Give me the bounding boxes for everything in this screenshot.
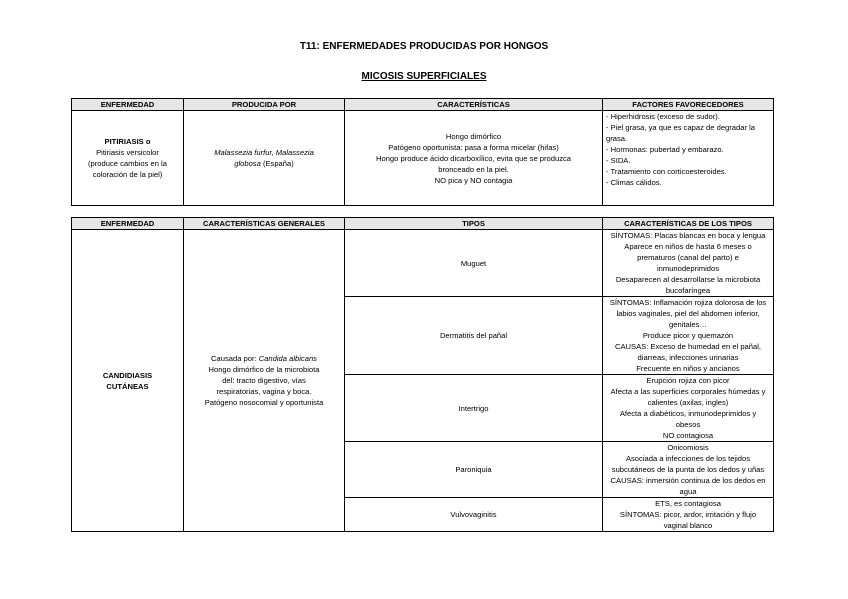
tipo-line: Afecta a las superficies corporales húmedas y xyxy=(610,387,766,396)
tipo-line: CAUSAS: inmersión continua de los dedos en xyxy=(610,476,766,485)
tipo-line: ETS, es contagiosa xyxy=(655,499,721,508)
tipo-name: Vulvovaginitis xyxy=(345,498,603,532)
disease-name: CUTÁNEAS xyxy=(106,381,149,391)
tipo-line: subcutáneos de la punta de los dedos y uñas xyxy=(611,465,765,474)
tipo-line: calientes (axilas, ingles) xyxy=(647,398,729,407)
general-line: Hongo dimórfico de la microbiota xyxy=(208,365,320,374)
trait-line: NO pica y NO contagia xyxy=(434,175,513,185)
disease-line: Pitiriasis versicolor xyxy=(96,148,159,157)
factor-line: - Climas cálidos. xyxy=(606,178,662,187)
cell-generales xyxy=(184,230,345,532)
tipo-line: Onicomiosis xyxy=(667,443,709,452)
general-line: del: tracto digestivo, vías xyxy=(222,376,306,385)
factor-line: - Hormonas: pubertad y embarazo. xyxy=(606,145,724,154)
table-row xyxy=(72,230,774,297)
cell-factores xyxy=(603,111,774,206)
tipo-line: SÍNTOMAS: Inflamación rojiza dolorosa de los xyxy=(609,298,767,307)
pathogen-name: Malassezia furfur, Malassezia xyxy=(214,148,314,157)
tipo-line: SÍNTOMAS: Placas blancas en boca y lengua xyxy=(610,231,766,240)
tipo-line: vaginal blanco xyxy=(663,521,713,530)
micosis-table-pitiriasis xyxy=(71,98,774,206)
tipo-line: SÍNTOMAS: picor, ardor, irritación y flujo xyxy=(619,510,757,519)
document-title: T11: ENFERMEDADES PRODUCIDAS POR HONGOS xyxy=(299,41,549,52)
header-caracteristicas-tipos: CARACTERÍSTICAS DE LOS TIPOS xyxy=(603,218,774,230)
general-line: Patógeno nosocomial y oportunista xyxy=(204,398,324,407)
disease-name: PITIRIASIS o xyxy=(104,137,151,146)
header-caracteristicas: CARACTERÍSTICAS xyxy=(345,99,603,111)
pathogen-name: globosa xyxy=(234,159,261,168)
header-factores: FACTORES FAVORECEDORES xyxy=(603,99,774,111)
cause-label: Causada por: xyxy=(211,354,259,363)
tipo-line: inmunodeprimidos xyxy=(656,264,720,273)
tipo-description xyxy=(603,230,774,297)
tipo-line: Produce picor y quemazón xyxy=(642,331,734,340)
tipo-line: Desaparecen al desarrollarse la microbiota xyxy=(615,275,761,284)
header-generales: CARACTERÍSTICAS GENERALES xyxy=(184,218,345,230)
tipo-line: obesos xyxy=(675,420,701,429)
tipo-line: diarreas, infecciones urinarias xyxy=(637,353,739,362)
cell-enfermedad xyxy=(72,230,184,532)
pathogen-name: Candida albicans xyxy=(258,354,317,363)
tipo-name: Paroniquia xyxy=(345,442,603,498)
tipo-line: bucofaríngea xyxy=(665,286,711,295)
tipo-name: Muguet xyxy=(345,230,603,297)
tipo-line: Erupción rojiza con picor xyxy=(646,376,730,385)
tipo-description xyxy=(603,297,774,375)
tipo-line: genitales… xyxy=(669,320,707,329)
micosis-table-candidiasis xyxy=(71,217,774,532)
pathogen-location: (España) xyxy=(260,159,294,168)
tipo-description xyxy=(603,375,774,442)
tipo-line: Asociada a infecciones de los tejidos xyxy=(625,454,751,463)
trait-line: Hongo produce ácido dicarboxílico, evita que se produzca xyxy=(375,153,572,163)
tipo-line: CAUSAS: Exceso de humedad en el pañal, xyxy=(614,342,762,351)
trait-line: Hongo dimórfico xyxy=(445,131,502,141)
factor-line: grasa. xyxy=(606,134,628,143)
factor-line: - Tratamiento con corticoesteroides. xyxy=(606,167,727,176)
trait-line: bronceado en la piel. xyxy=(438,164,509,174)
disease-line: coloración de la piel) xyxy=(92,170,163,179)
header-tipos: TIPOS xyxy=(345,218,603,230)
tipo-line: labios vaginales, piel del abdomen inferior, xyxy=(616,309,760,318)
header-enfermedad: ENFERMEDAD xyxy=(72,218,184,230)
tipo-description xyxy=(603,442,774,498)
tipo-line: Afecta a diabéticos, inmunodeprimidos y xyxy=(619,409,757,418)
disease-name: CANDIDIASIS xyxy=(102,370,153,380)
general-line: respiratorias, vagina y boca. xyxy=(216,387,312,396)
header-enfermedad: ENFERMEDAD xyxy=(72,99,184,111)
factor-line: - Hiperhidrosis (exceso de sudor). xyxy=(606,112,720,121)
tipo-description xyxy=(603,498,774,532)
tipo-line: NO contagiosa xyxy=(662,431,714,440)
disease-line: (produce cambios en la xyxy=(88,159,167,168)
cell-caracteristicas xyxy=(345,111,603,206)
tipo-line: prematuros (canal del parto) e xyxy=(637,253,739,262)
header-producida-por: PRODUCIDA POR xyxy=(184,99,345,111)
cell-enfermedad xyxy=(72,111,184,206)
tipo-name: Intertrigo xyxy=(345,375,603,442)
tipo-line: Frecuente en niños y ancianos xyxy=(636,364,740,373)
section-subtitle: MICOSIS SUPERFICIALES xyxy=(361,71,487,82)
factor-line: - SIDA. xyxy=(606,156,631,165)
table-row xyxy=(72,111,774,206)
factor-line: - Piel grasa, ya que es capaz de degradar la xyxy=(606,123,756,132)
trait-line: Patógeno oportunista: pasa a forma micelar (hifas) xyxy=(388,142,559,152)
tipo-line: agua xyxy=(679,487,697,496)
tipo-line: Aparece en niños de hasta 6 meses o xyxy=(624,242,752,251)
tipo-name: Dermatitis del pañal xyxy=(345,297,603,375)
cell-producida-por xyxy=(184,111,345,206)
